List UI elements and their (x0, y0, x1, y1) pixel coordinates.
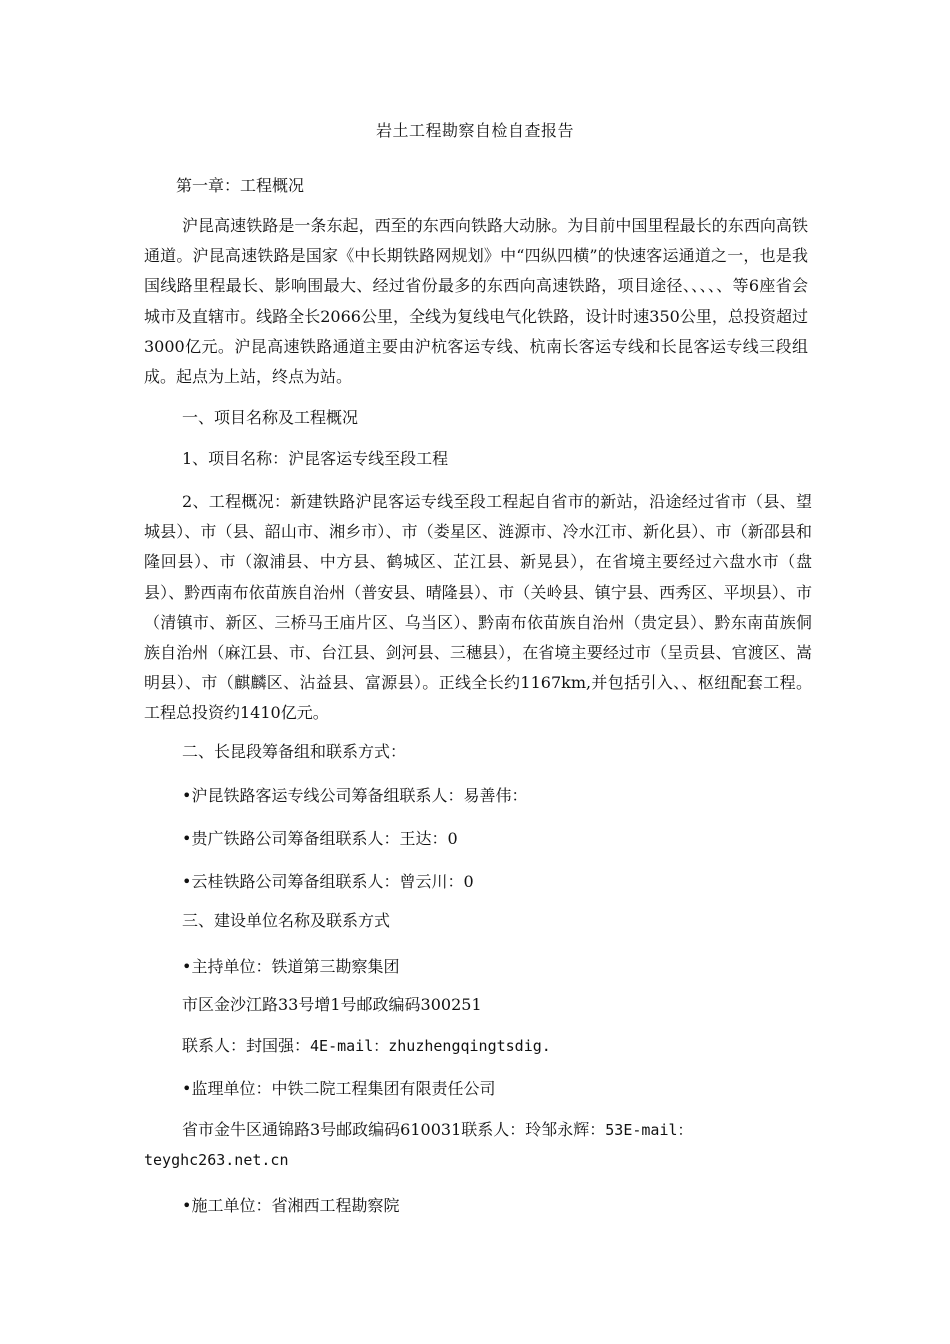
section-heading-project: 一、项目名称及工程概况 (182, 408, 359, 427)
chapter-heading: 第一章：工程概况 (176, 176, 305, 195)
host-contact (144, 1031, 812, 1061)
supervisor-contact (144, 1115, 812, 1175)
supervisor-unit: •监理单位：中铁二院工程集团有限责任公司 (182, 1079, 496, 1098)
project-name: 1、项目名称：沪昆客运专线至段工程 (182, 449, 449, 468)
document-title: 岩土工程勘察自检自查报告 (375, 121, 574, 140)
contact-item: •沪昆铁路客运专线公司筹备组联系人：易善伟： (182, 786, 528, 805)
section-heading-contacts: 二、长昆段筹备组和联系方式： (182, 742, 407, 761)
host-contact-name: 联系人：封国强： (182, 1036, 311, 1055)
contact-item: •云桂铁路公司筹备组联系人：曾云川：0 (182, 872, 474, 891)
supervisor-email: teyghc263.net.cn (144, 1151, 289, 1170)
construction-unit: •施工单位：省湘西工程勘察院 (182, 1196, 400, 1215)
host-address: 市区金沙江路33号增1号邮政编码300251 (182, 995, 482, 1014)
host-unit: •主持单位：铁道第三勘察集团 (182, 957, 400, 976)
supervisor-contact-line (144, 1115, 812, 1145)
supervisor-email-label: 53E-mail： (605, 1121, 693, 1139)
supervisor-address: 省市金牛区通锦路3号邮政编码610031联系人：玲邹永辉： (182, 1120, 606, 1139)
project-overview-paragraph: 2、工程概况：新建铁路沪昆客运专线至段工程起自省市的新站，沿途经过省市（县、望城县）、市（县、韶山市、湘乡市）、市（娄星区、涟源市、冷水江市、新化县）、市（新邵县和隆回县）、市（溆浦县、中方县、鹤城区、芷江县、新晃县），在省境主要经过六盘水市（盘县）、黔西南布依苗族自治州（普安县、晴隆县）、市（关岭县、镇宁县、西秀区、平坝县）、市（清镇市、新区、三桥马王庙片区、乌当区）、黔南布依苗族自治州（贵定县）、黔东南苗族侗族自治州（麻江县、市、台江县、剑河县、三穗县），在省境主要经过市（呈贡县、官渡区、嵩明县）、市（麒麟区、沾益县、富源县）。正线全长约1167km,并包括引入、、枢纽配套工程。工程总投资约1410亿元。 (144, 492, 812, 723)
intro-paragraph: 沪昆高速铁路是一条东起，西至的东西向铁路大动脉。为目前中国里程最长的东西向高铁通道。沪昆高速铁路是国家《中长期铁路网规划》中“四纵四横”的快速客运通道之一，也是我国线路里程最长、影响围最大、经过省份最多的东西向高速铁路，项目途径、、、、、等6座省会城市及直辖市。线路全长2066公里，全线为复线电气化铁路，设计时速350公里，总投资超过3000亿元。沪昆高速铁路通道主要由沪杭客运专线、杭南长客运专线和长昆客运专线三段组成。起点为上站，终点为站。 (144, 216, 808, 387)
section-heading-units: 三、建设单位名称及联系方式 (182, 911, 391, 930)
contact-item: •贵广铁路公司筹备组联系人：王达：0 (182, 829, 458, 848)
host-contact-email: 4E-mail：zhuzhengqingtsdig. (310, 1037, 551, 1055)
